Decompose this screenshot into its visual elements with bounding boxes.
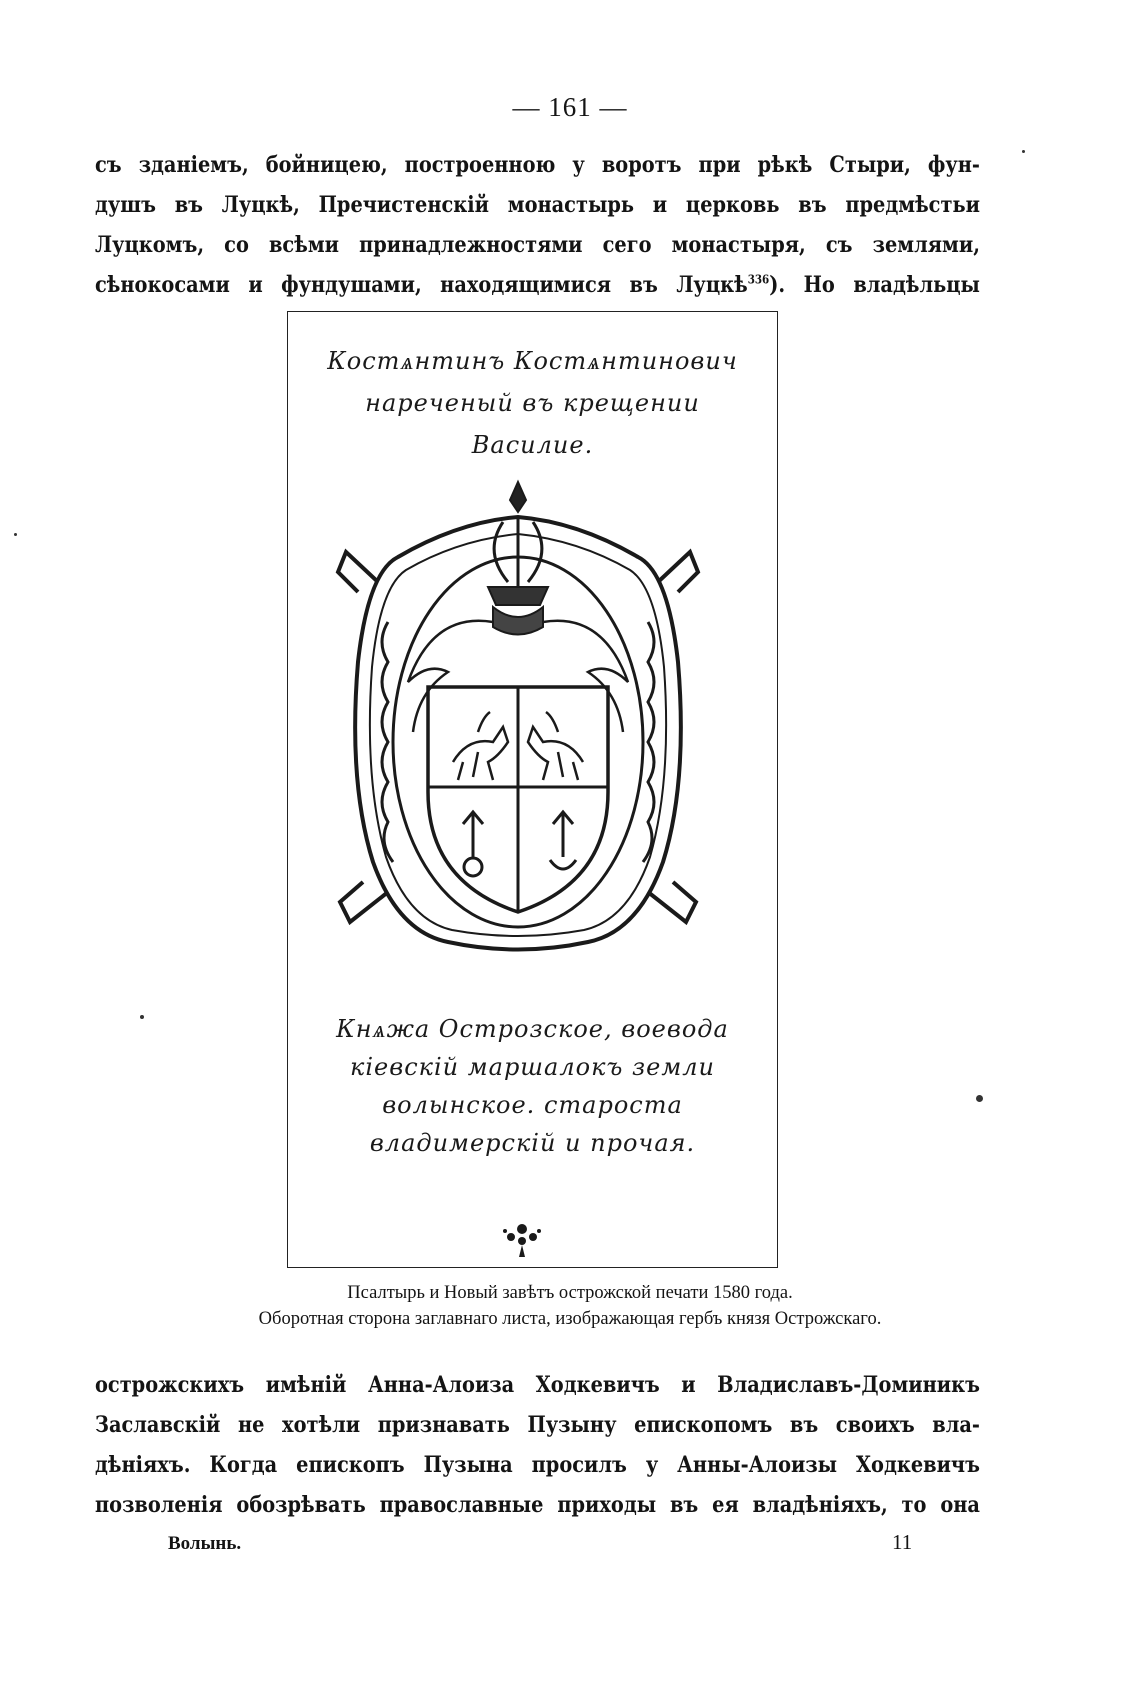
scan-speck — [1022, 150, 1025, 153]
text-line: позволенія обозрѣвать православные приходы въ ея владѣніяхъ, то она — [95, 1492, 980, 1518]
scan-speck — [976, 1095, 983, 1102]
inscription-text: Костѧнтинъ Костѧнтинович нареченый въ крещении Василие. — [327, 347, 738, 459]
page-number: — 161 — — [512, 92, 628, 122]
bottom-paragraph — [95, 1365, 980, 1525]
signature-mark: Волынь. — [168, 1533, 242, 1554]
coat-of-arms-image — [328, 462, 708, 972]
scan-speck — [14, 533, 17, 536]
text-line: дѣніяхъ. Когда епископъ Пузына просилъ у Анны-Алоизы Ходкевичъ — [95, 1452, 980, 1478]
footnote-ref: 336 — [747, 272, 770, 287]
text-line-start: сѣнокосами и фундушами, находящимися въ Луцкѣ — [95, 272, 748, 298]
text-line: Заславскій не хотѣли признавать Пузыну епископомъ въ своихъ вла- — [95, 1412, 980, 1438]
text-line: съ зданіемъ, бойницею, построенною у воротъ при рѣкѣ Стыри, фун- — [95, 152, 980, 178]
floral-ornament-icon — [499, 1217, 545, 1259]
text-line-tail: ). Но владѣльцы — [769, 272, 980, 298]
woodcut-figure — [287, 311, 778, 1268]
figure-caption-line2: Оборотная сторона заглавнаго листа, изображающая гербъ князя Острожскаго. — [258, 1309, 882, 1329]
inscription-top — [288, 340, 777, 466]
inscription-bottom — [288, 1010, 777, 1162]
inscription-text: Кнѧжа Острозское, воевода кіевскій маршалокъ земли волынское. старостa владимерскій и прочая. — [336, 1015, 729, 1157]
figure-caption-line1: Псалтырь и Новый завѣтъ острожской печати 1580 года. — [347, 1283, 793, 1303]
sheet-number: 11 — [892, 1530, 913, 1554]
text-line — [95, 265, 980, 305]
text-line: острожскихъ имѣній Анна-Алоиза Ходкевичъ и Владиславъ-Доминикъ — [95, 1372, 980, 1398]
scan-speck — [140, 1015, 144, 1019]
text-line: Луцкомъ, со всѣми принадлежностями сего монастыря, съ землями, — [95, 232, 980, 258]
top-paragraph — [95, 145, 980, 305]
text-line: душъ въ Луцкѣ, Пречистенскій монастырь и церковь въ предмѣстьи — [95, 192, 980, 218]
